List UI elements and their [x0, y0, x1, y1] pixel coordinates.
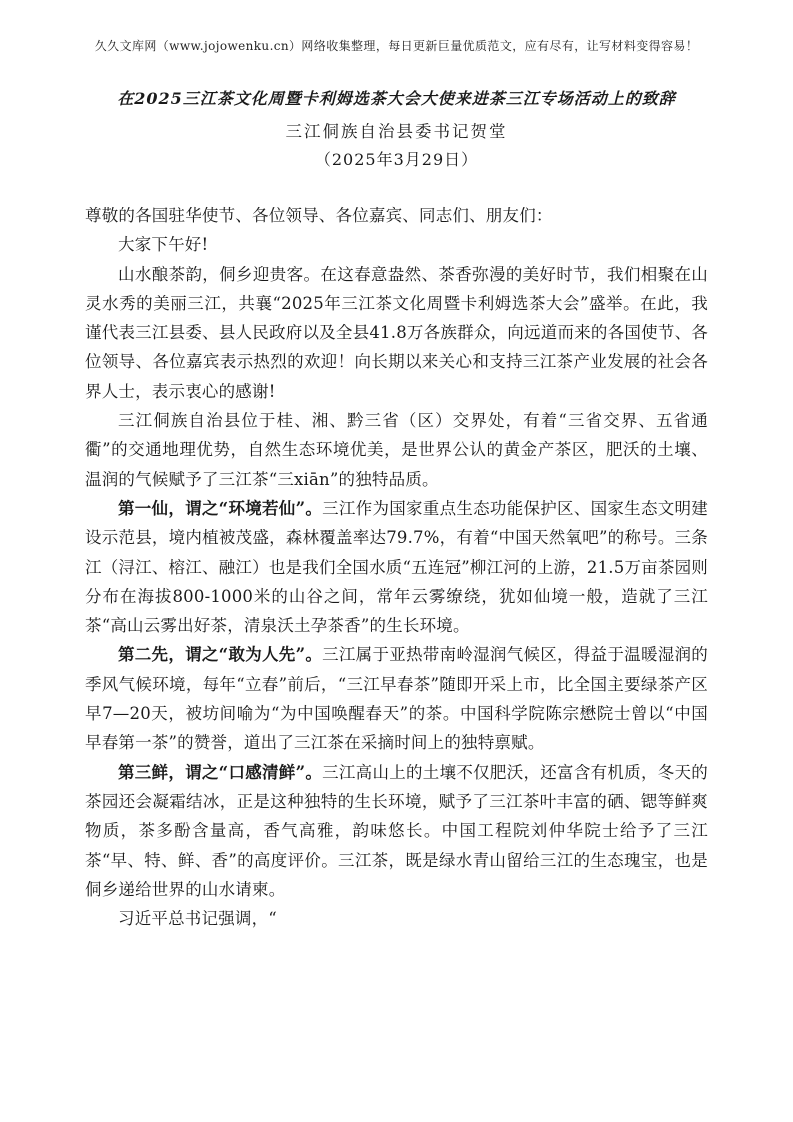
speech-body	[85, 201, 708, 933]
paragraph-third-xian-lead: 第三鲜，谓之“口感清鲜”。	[118, 762, 323, 782]
speech-title: 在2025三江茶文化周暨卡利姆选茶大会大使来进茶三江专场活动上的致辞	[117, 89, 676, 108]
paragraph-location: 三江侗族自治县位于桂、湘、黔三省（区）交界处，有着“三省交界、五省通衢”的交通地理优势，自然生态环境优美，是世界公认的黄金产茶区，肥沃的土壤、温润的气候赋予了三江茶“三xiān”的独特品质。	[85, 411, 708, 489]
paragraph-second-xian-lead: 第二先，谓之“敢为人先”。	[118, 645, 323, 665]
paragraph-quote-start: 习近平总书记强调，“	[118, 909, 277, 929]
site-header-note: 久久文库网（www.jojowenku.cn）网络收集整理，每日更新巨量优质范文，应有尽有，让写材料变得容易！	[94, 39, 699, 53]
paragraph-second-xian-text: 三江属于亚热带南岭湿润气候区，得益于温暖湿润的季风气候环境，每年“立春”前后，“三江早春茶”随即开采上市，比全国主要绿茶产区早7—20天，被坊间喻为“为中国唤醒春天”的茶。中国科学院陈宗懋院士曾以“中国早春第一茶”的赞誉，道出了三江茶在采摘时间上的独特禀赋。	[85, 645, 708, 753]
paragraph-first-xian-lead: 第一仙，谓之“环境若仙”。	[118, 498, 323, 518]
salutation: 尊敬的各国驻华使节、各位领导、各位嘉宾、同志们、朋友们：	[85, 206, 553, 225]
paragraph-third-xian	[85, 758, 708, 904]
paragraph-second-xian	[85, 640, 708, 757]
greeting: 大家下午好!	[118, 235, 209, 255]
paragraph-first-xian-text: 三江作为国家重点生态功能保护区、国家生态文明建设示范县，境内植被茂盛，森林覆盖率达79.7%，有着“中国天然氧吧”的称号。三条江（浔江、榕江、融江）也是我们全国水质“五连冠”柳江河的上游，21.5万亩茶园则分布在海拔800-1000米的山谷之间，常年云雾缭绕，犹如仙境一般，造就了三江茶“高山云雾出好茶，清泉沃土孕茶香”的生长环境。	[85, 498, 708, 636]
speaker-line: 三江侗族自治县委书记贺堂	[285, 122, 508, 141]
paragraph-third-xian-text: 三江高山上的土壤不仅肥沃，还富含有机质，冬天的茶园还会凝霜结冰，正是这种独特的生长环境，赋予了三江茶叶丰富的硒、锶等鲜爽物质，茶多酚含量高，香气高雅，韵味悠长。中国工程院刘仲华院士给予了三江茶“早、特、鲜、香”的高度评价。三江茶，既是绿水青山留给三江的生态瑰宝，也是侗乡递给世界的山水请柬。	[85, 762, 708, 899]
paragraph-first-xian	[85, 494, 708, 640]
paragraph-intro: 山水酿茶韵，侗乡迎贵客。在这春意盎然、茶香弥漫的美好时节，我们相聚在山灵水秀的美丽三江，共襄“2025年三江茶文化周暨卡利姆选茶大会”盛举。在此，我谨代表三江县委、县人民政府以及全县41.8万各族群众，向远道而来的各国使节、各位领导、各位嘉宾表示热烈的欢迎！向长期以来关心和支持三江茶产业发展的社会各界人士，表示衷心的感谢!	[85, 264, 708, 401]
speech-date: （2025年3月29日）	[314, 150, 479, 169]
